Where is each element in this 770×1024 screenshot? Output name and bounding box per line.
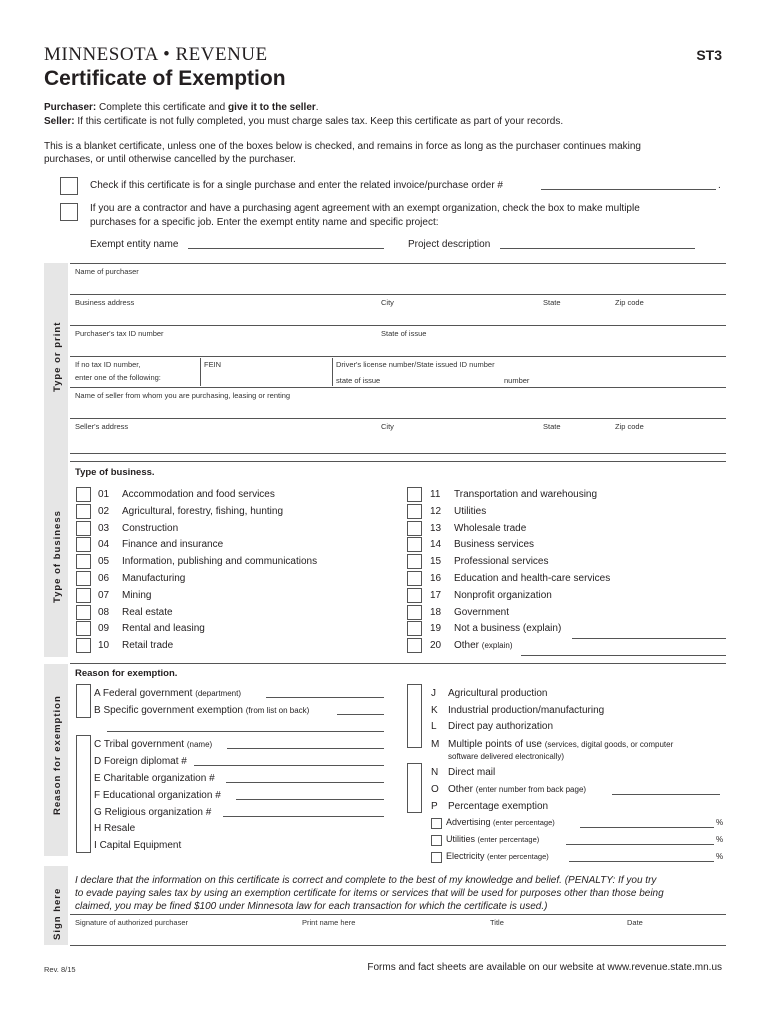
business-16-label: 16 Education and health-care services [430, 573, 611, 584]
reason-l-label: L Direct pay authorization [431, 721, 554, 732]
declaration-3: claimed, you may be fined $100 under Minnesota law for each transaction for which the certificate is used.) [75, 901, 548, 912]
reason-p-label: P Percentage exemption [431, 801, 549, 812]
divider [70, 914, 726, 915]
pct-electricity-checkbox[interactable] [431, 852, 442, 863]
seller-name-field[interactable] [70, 418, 726, 419]
business-18-label: 18 Government [430, 606, 510, 618]
reason-heading: Reason for exemption. [75, 668, 178, 679]
seller-address-label: Seller's address [75, 422, 129, 431]
project-description-label: Project description [408, 239, 491, 250]
reason-g-label: G Religious organization # [94, 807, 212, 818]
form-number: ST3 [696, 47, 722, 63]
reason-m-label: M Multiple points of use (services, digital goods, or computer [431, 739, 674, 750]
revision: Rev. 8/15 [44, 965, 76, 974]
business-12-label: 12 Utilities [430, 505, 487, 517]
reason-np-checkbox-group[interactable] [407, 763, 422, 813]
business-15-checkbox[interactable] [407, 554, 422, 569]
print-name-label: Print name here [302, 918, 356, 927]
reason-o-label: O Other (enter number from back page) [431, 784, 587, 795]
no-tax-id-label-2: enter one of the following: [75, 373, 161, 382]
other-number-field[interactable] [612, 794, 720, 795]
business-10-checkbox[interactable] [76, 638, 91, 653]
invoice-number-field[interactable] [541, 189, 716, 190]
divider [70, 461, 726, 462]
project-description-field[interactable] [500, 248, 695, 249]
contractor-text-2: purchases for a specific job. Enter the exempt entity name and specific project: [90, 217, 439, 228]
fein-label: FEIN [204, 360, 222, 369]
business-08-label: 08 Real estate [98, 606, 173, 618]
tax-id-label: Purchaser's tax ID number [75, 329, 164, 338]
signature-label: Signature of authorized purchaser [75, 918, 188, 927]
state-label: State [543, 298, 561, 307]
dl-number-label: number [504, 376, 530, 385]
reason-m-note-2: software delivered electronically) [448, 752, 565, 761]
seller-name-label: Name of seller from whom you are purchasing, leasing or renting [75, 391, 291, 400]
business-07-label: 07 Mining [98, 589, 152, 601]
sign-side-label: Sign here [52, 887, 63, 940]
brand-logo: MINNESOTA • REVENUE [44, 44, 268, 65]
divider [70, 663, 726, 664]
business-11-checkbox[interactable] [407, 487, 422, 502]
business-14-label: 14 Business services [430, 539, 535, 551]
pct-utilities-label: Utilities (enter percentage) [446, 834, 540, 844]
reason-d-label: D Foreign diplomat # [94, 756, 187, 767]
business-15-label: 15 Professional services [430, 556, 549, 568]
blanket-text-1: This is a blanket certificate, unless one of the boxes below is checked, and remains in force as long as the purchaser continues making [44, 141, 641, 152]
pct-utilities-field[interactable] [566, 844, 714, 845]
business-03-label: 03 Construction [98, 522, 179, 534]
not-business-explain-field[interactable] [572, 638, 726, 639]
religious-field[interactable] [223, 816, 384, 817]
business-10-label: 10 Retail trade [98, 640, 174, 652]
seller-address-field[interactable] [70, 453, 726, 454]
date-label: Date [627, 918, 643, 927]
educational-field[interactable] [236, 799, 384, 800]
pct-electricity-field[interactable] [569, 861, 714, 862]
reason-c-label: C Tribal government (name) [94, 739, 213, 750]
reason-h-label: H Resale [94, 823, 136, 834]
business-19-checkbox[interactable] [407, 621, 422, 636]
title-label: Title [490, 918, 504, 927]
city-label: City [381, 298, 394, 307]
charitable-field[interactable] [226, 782, 384, 783]
pct-utilities-checkbox[interactable] [431, 835, 442, 846]
seller-instruction: Seller: If this certificate is not fully completed, you must charge sales tax. Keep this certificate as part of your records. [44, 116, 564, 127]
tribal-name-field[interactable] [227, 748, 384, 749]
contractor-text-1: If you are a contractor and have a purchasing agent agreement with an exempt organization, check the box to make multiple [90, 203, 640, 214]
pct-advertising-field[interactable] [580, 827, 714, 828]
pct-advertising-unit: % [716, 818, 724, 827]
declaration-1: I declare that the information on this certificate is correct and complete to the best of my knowledge and belief. (PENALTY: If you try [75, 875, 657, 886]
business-01-checkbox[interactable] [76, 487, 91, 502]
business-18-checkbox[interactable] [407, 605, 422, 620]
business-05-checkbox[interactable] [76, 554, 91, 569]
declaration-2: to evade paying sales tax by using an exemption certificate for items or services that will be used for purposes other than those being [75, 888, 664, 899]
tax-id-field[interactable] [70, 356, 726, 357]
business-side-label: Type of business [52, 510, 63, 603]
state-of-issue-label: State of issue [381, 329, 427, 338]
business-17-checkbox[interactable] [407, 588, 422, 603]
period: . [718, 180, 721, 191]
business-05-label: 05 Information, publishing and communications [98, 556, 318, 568]
business-13-label: 13 Wholesale trade [430, 522, 527, 534]
signature-field[interactable] [70, 945, 726, 946]
blanket-text-2: purchases, or until otherwise cancelled by the purchaser. [44, 154, 296, 165]
reason-ci-checkbox-group[interactable] [76, 735, 91, 853]
business-16-checkbox[interactable] [407, 571, 422, 586]
pct-advertising-checkbox[interactable] [431, 818, 442, 829]
federal-dept-field[interactable] [266, 697, 384, 698]
no-tax-id-label-1: If no tax ID number, [75, 360, 141, 369]
divider [332, 358, 333, 386]
business-09-checkbox[interactable] [76, 621, 91, 636]
reason-b-label: B Specific government exemption (from list on back) [94, 705, 310, 716]
zip-label: Zip code [615, 298, 644, 307]
business-09-label: 09 Rental and leasing [98, 623, 205, 635]
specific-gov-field[interactable] [337, 714, 384, 715]
business-04-checkbox[interactable] [76, 537, 91, 552]
business-address-field[interactable] [70, 325, 726, 326]
single-purchase-checkbox[interactable] [60, 177, 78, 195]
reason-f-label: F Educational organization # [94, 790, 221, 801]
pct-electricity-label: Electricity (enter percentage) [446, 851, 549, 861]
seller-state-label: State [543, 422, 561, 431]
reason-side-label: Reason for exemption [52, 695, 63, 815]
pct-advertising-label: Advertising (enter percentage) [446, 817, 555, 827]
business-06-label: 06 Manufacturing [98, 573, 186, 584]
reason-n-label: N Direct mail [431, 767, 496, 778]
type-or-print-label: Type or print [52, 321, 63, 392]
reason-k-label: K Industrial production/manufacturing [431, 705, 605, 716]
reason-a-label: A Federal government (department) [94, 688, 241, 699]
other-explain-field[interactable] [521, 655, 726, 656]
business-01-label: 01 Accommodation and food services [98, 489, 275, 500]
reason-j-label: J Agricultural production [431, 688, 548, 699]
divider [70, 263, 726, 264]
business-address-label: Business address [75, 298, 135, 307]
business-02-label: 02 Agricultural, forestry, fishing, hunting [98, 505, 284, 517]
business-12-checkbox[interactable] [407, 504, 422, 519]
divider [200, 358, 201, 386]
business-06-checkbox[interactable] [76, 571, 91, 586]
business-19-label: 19 Not a business (explain) [430, 623, 562, 635]
business-07-checkbox[interactable] [76, 588, 91, 603]
business-20-label: 20 Other (explain) [430, 640, 513, 652]
business-17-label: 17 Nonprofit organization [430, 589, 552, 601]
exempt-entity-label: Exempt entity name [90, 239, 179, 250]
business-04-label: 04 Finance and insurance [98, 539, 224, 551]
pct-utilities-unit: % [716, 835, 724, 844]
business-02-checkbox[interactable] [76, 504, 91, 519]
pct-electricity-unit: % [716, 852, 724, 861]
business-11-label: 11 Transportation and warehousing [430, 489, 598, 500]
purchaser-name-label: Name of purchaser [75, 267, 139, 276]
contractor-checkbox[interactable] [60, 203, 78, 221]
reason-i-label: I Capital Equipment [94, 840, 182, 851]
drivers-license-label: Driver's license number/State issued ID number [336, 360, 495, 369]
drivers-license-field[interactable] [70, 387, 726, 388]
exempt-entity-field[interactable] [188, 248, 384, 249]
business-13-checkbox[interactable] [407, 521, 422, 536]
specific-gov-field-2[interactable] [107, 731, 384, 732]
business-03-checkbox[interactable] [76, 521, 91, 536]
purchaser-name-field[interactable] [70, 294, 726, 295]
page-title: Certificate of Exemption [44, 67, 286, 90]
purchaser-instruction: Purchaser: Complete this certificate and give it to the seller. [44, 102, 319, 113]
business-14-checkbox[interactable] [407, 537, 422, 552]
diplomat-field[interactable] [194, 765, 384, 766]
reason-ab-checkbox-group[interactable] [76, 684, 91, 718]
website-note: Forms and fact sheets are available on our website at www.revenue.state.mn.us [367, 962, 722, 973]
business-08-checkbox[interactable] [76, 605, 91, 620]
dl-state-label: state of issue [336, 376, 381, 385]
reason-jm-checkbox-group[interactable] [407, 684, 422, 748]
business-heading: Type of business. [75, 467, 155, 478]
seller-city-label: City [381, 422, 394, 431]
single-purchase-label: Check if this certificate is for a single purchase and enter the related invoice/purchase order # [90, 180, 503, 191]
reason-e-label: E Charitable organization # [94, 773, 215, 784]
seller-zip-label: Zip code [615, 422, 644, 431]
business-20-checkbox[interactable] [407, 638, 422, 653]
